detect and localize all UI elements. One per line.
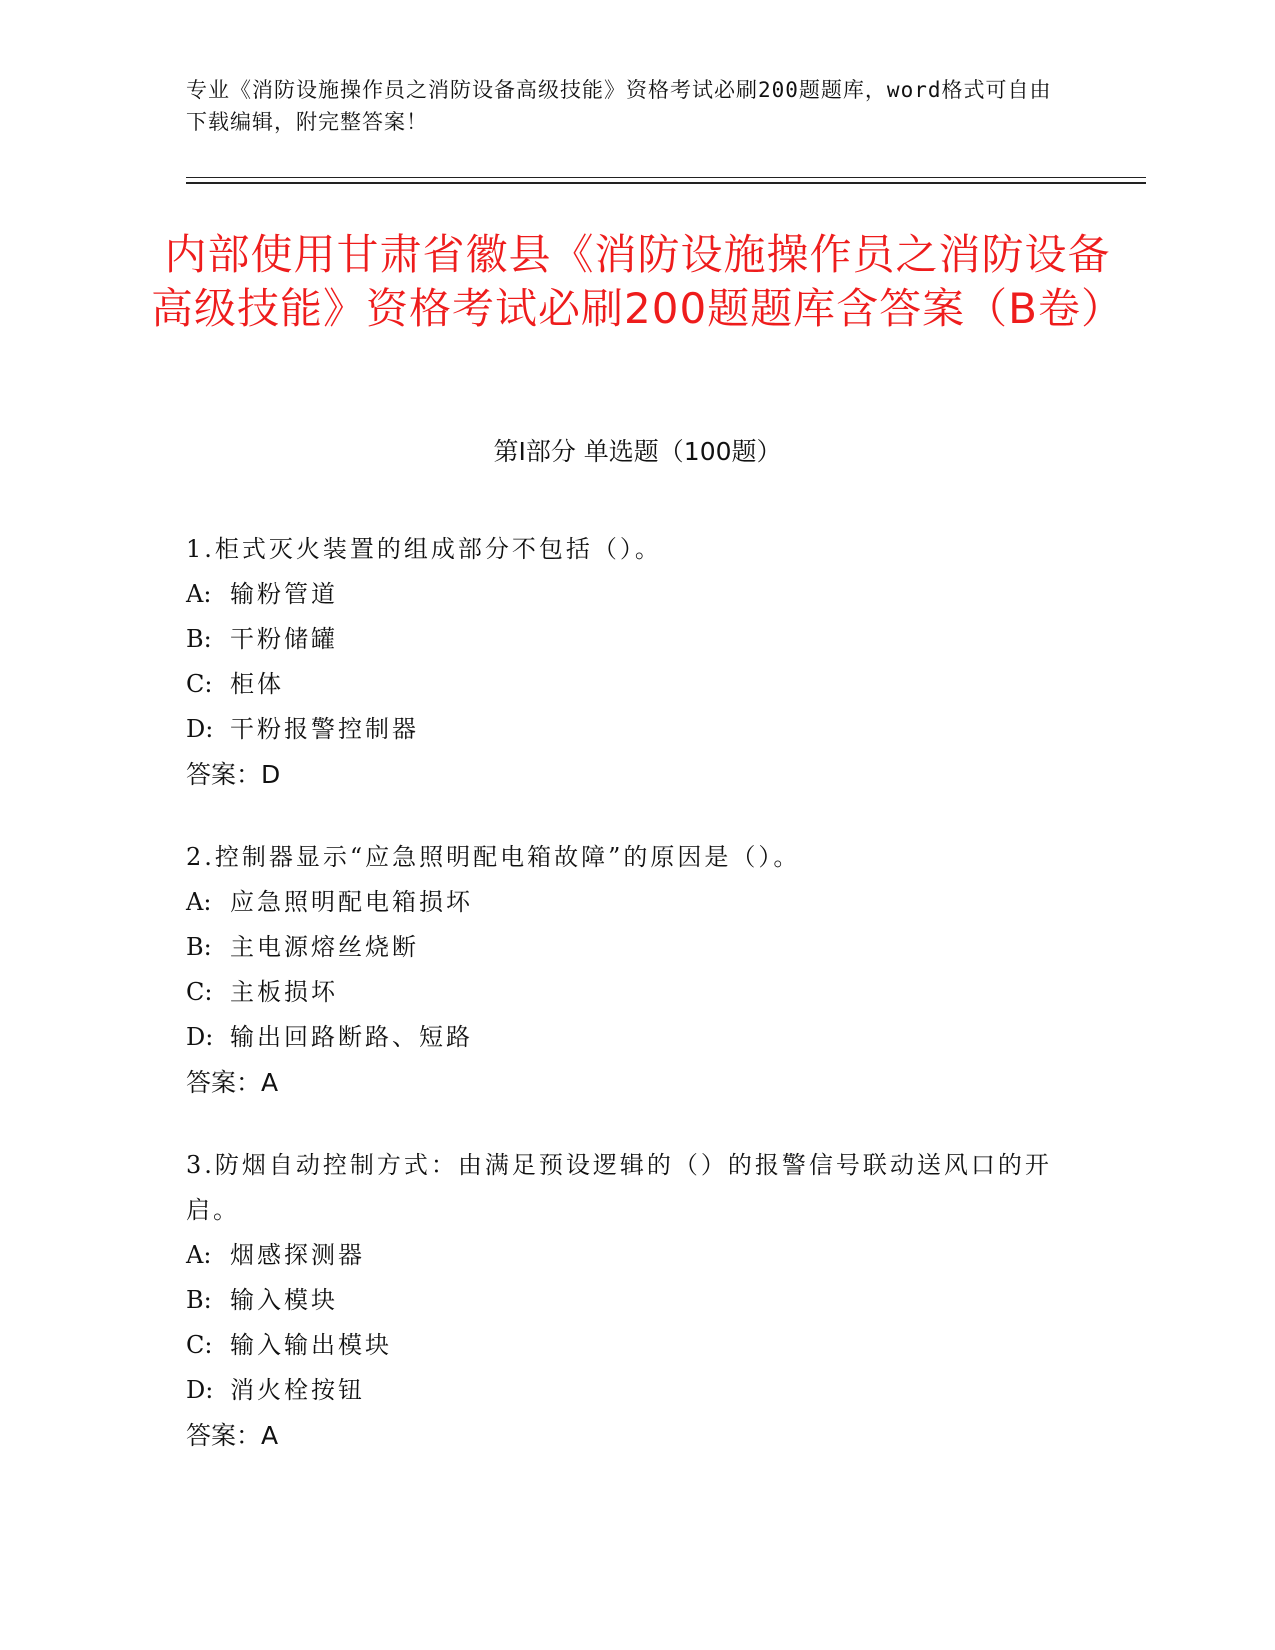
question-item — [186, 835, 1066, 1105]
question-text: 2.控制器显示“应急照明配电箱故障”的原因是（）。 — [186, 843, 801, 871]
option-key: D: — [186, 715, 214, 743]
header-divider-thin — [186, 177, 1146, 178]
option-key: B: — [186, 1286, 212, 1314]
option-c — [186, 662, 1066, 707]
option-key: A: — [186, 580, 212, 608]
answer-value: D — [261, 760, 281, 789]
header-divider-thick — [186, 182, 1146, 184]
option-a — [186, 1233, 1066, 1278]
option-text: 柜体 — [230, 670, 284, 698]
option-key: C: — [186, 1331, 213, 1359]
option-b — [186, 925, 1066, 970]
option-key: C: — [186, 670, 213, 698]
section-heading: 第I部分 单选题（100题） — [493, 437, 782, 466]
option-text: 主电源熔丝烧断 — [230, 933, 419, 961]
option-key: B: — [186, 625, 212, 653]
option-text: 干粉储罐 — [230, 625, 338, 653]
option-key: B: — [186, 933, 212, 961]
question-text: 3.防烟自动控制方式：由满足预设逻辑的（）的报警信号联动送风口的开启。 — [186, 1151, 1052, 1224]
option-a — [186, 572, 1066, 617]
answer-line — [186, 1060, 1066, 1105]
option-b — [186, 1278, 1066, 1323]
option-text: 输入模块 — [230, 1286, 338, 1314]
question-item — [186, 1143, 1066, 1458]
option-a — [186, 880, 1066, 925]
option-d — [186, 1015, 1066, 1060]
answer-line — [186, 1413, 1066, 1458]
option-key: A: — [186, 1241, 212, 1269]
option-key: A: — [186, 888, 212, 916]
option-key: D: — [186, 1023, 214, 1051]
option-c — [186, 1323, 1066, 1368]
answer-label: 答案： — [186, 1421, 262, 1450]
question-list — [186, 527, 1066, 1496]
document-title: 内部使用甘肃省徽县《消防设施操作员之消防设备高级技能》资格考试必刷200题题库含答案（B卷） — [151, 230, 1124, 333]
question-item — [186, 527, 1066, 797]
option-c — [186, 970, 1066, 1015]
option-d — [186, 707, 1066, 752]
answer-label: 答案： — [186, 760, 262, 789]
option-text: 主板损坏 — [230, 978, 338, 1006]
option-d — [186, 1368, 1066, 1413]
answer-line — [186, 752, 1066, 797]
option-key: D: — [186, 1376, 214, 1404]
option-text: 输粉管道 — [230, 580, 338, 608]
option-text: 干粉报警控制器 — [230, 715, 419, 743]
option-b — [186, 617, 1066, 662]
option-text: 输入输出模块 — [230, 1331, 392, 1359]
header-note: 专业《消防设施操作员之消防设备高级技能》资格考试必刷200题题库，word格式可自由下载编辑，附完整答案！ — [186, 78, 1052, 134]
option-text: 应急照明配电箱损坏 — [230, 888, 473, 916]
option-text: 消火栓按钮 — [230, 1376, 365, 1404]
question-text: 1.柜式灭火装置的组成部分不包括（）。 — [186, 535, 662, 563]
answer-label: 答案： — [186, 1068, 262, 1097]
option-key: C: — [186, 978, 213, 1006]
answer-value: A — [261, 1068, 279, 1097]
option-text: 输出回路断路、短路 — [230, 1023, 473, 1051]
option-text: 烟感探测器 — [230, 1241, 365, 1269]
answer-value: A — [261, 1421, 279, 1450]
